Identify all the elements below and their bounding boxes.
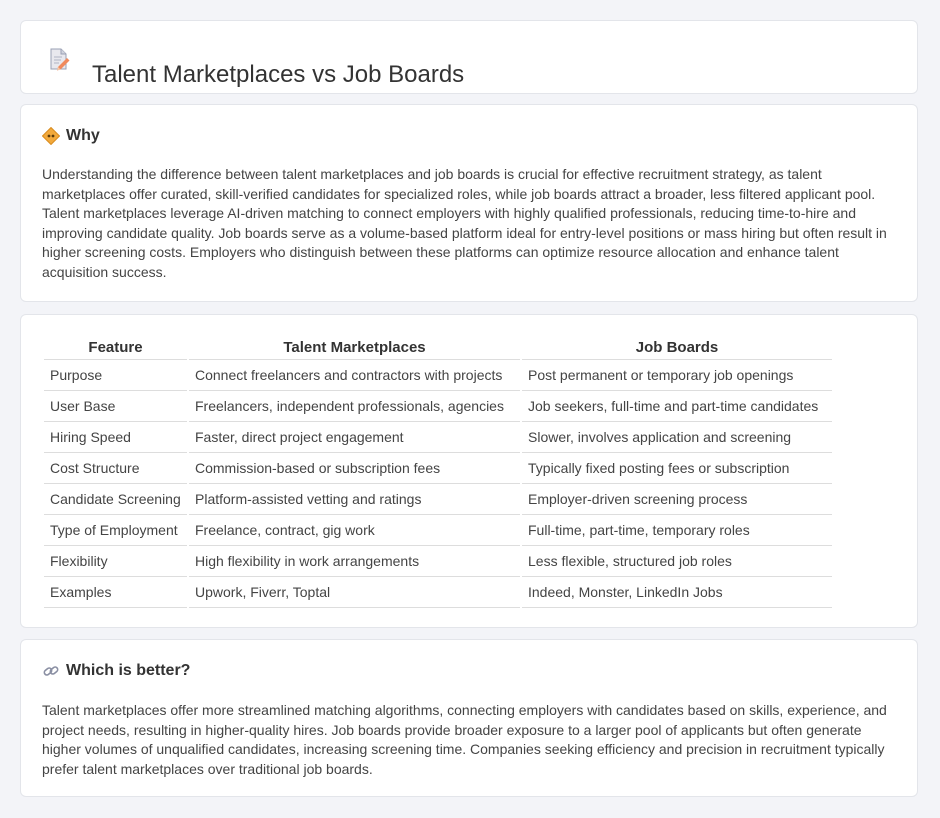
table-row	[44, 422, 832, 453]
table-cell: Purpose	[44, 360, 187, 391]
why-title: Why	[66, 127, 100, 144]
table-cell: Slower, involves application and screening	[522, 422, 832, 453]
table-cell: Connect freelancers and contractors with projects	[189, 360, 520, 391]
table-cell: Job seekers, full-time and part-time candidates	[522, 391, 832, 422]
table-row	[44, 360, 832, 391]
comparison-section	[20, 314, 918, 628]
document-pencil-icon	[47, 47, 71, 71]
header-talent-marketplaces: Talent Marketplaces	[189, 337, 520, 360]
table-row	[44, 453, 832, 484]
table-cell: Type of Employment	[44, 515, 187, 546]
header-card	[20, 20, 918, 94]
link-icon	[42, 662, 60, 680]
why-section	[20, 104, 918, 302]
table-cell: Commission-based or subscription fees	[189, 453, 520, 484]
table-header-row	[44, 337, 832, 360]
table-cell: Less flexible, structured job roles	[522, 546, 832, 577]
table-cell: Candidate Screening	[44, 484, 187, 515]
table-row	[44, 484, 832, 515]
diamond-sign-icon	[42, 127, 60, 145]
why-paragraph: Understanding the difference between talent marketplaces and job boards is crucial for effective recruitment strategy, as talent marketplaces offer curated, skill-verified candidates for specialized roles, while job boards attract a broader, less filtered applicant pool. Talent marketplaces leverage AI-driven matching to connect employers with highly qualified professionals, reducing time-to-hire and improving candidate quality. Job boards serve as a volume-based platform ideal for entry-level positions or mass hiring but often result in higher screening costs. Employers who distinguish between these platforms can optimize resource allocation and enhance talent acquisition success.	[42, 166, 887, 280]
table-cell: Examples	[44, 577, 187, 608]
table-row	[44, 391, 832, 422]
table-cell: Faster, direct project engagement	[189, 422, 520, 453]
table-cell: Flexibility	[44, 546, 187, 577]
table-cell: User Base	[44, 391, 187, 422]
table-cell: Post permanent or temporary job openings	[522, 360, 832, 391]
page-title: Talent Marketplaces vs Job Boards	[92, 61, 465, 89]
table-cell: Hiring Speed	[44, 422, 187, 453]
table-cell: Freelance, contract, gig work	[189, 515, 520, 546]
comparison-table	[42, 337, 834, 608]
table-cell: Platform-assisted vetting and ratings	[189, 484, 520, 515]
table-cell: Indeed, Monster, LinkedIn Jobs	[522, 577, 832, 608]
better-paragraph: Talent marketplaces offer more streamlined matching algorithms, connecting employers with candidates based on skills, experience, and project needs, resulting in higher-quality hires. Job boards provide broader exposure to a larger pool of applicants but often generate higher volumes of unqualified candidates, increasing screening time. Companies seeking efficiency and precision in recruitment typically prefer talent marketplaces over traditional job boards.	[42, 702, 887, 777]
table-row	[44, 577, 832, 608]
table-cell: Typically fixed posting fees or subscription	[522, 453, 832, 484]
table-cell: Freelancers, independent professionals, agencies	[189, 391, 520, 422]
table-cell: Upwork, Fiverr, Toptal	[189, 577, 520, 608]
table-cell: Cost Structure	[44, 453, 187, 484]
table-row	[44, 515, 832, 546]
header-feature: Feature	[44, 337, 187, 360]
table-row	[44, 546, 832, 577]
header-job-boards: Job Boards	[522, 337, 832, 360]
better-title: Which is better?	[66, 662, 191, 679]
table-cell: High flexibility in work arrangements	[189, 546, 520, 577]
which-is-better-section	[20, 639, 918, 797]
table-cell: Employer-driven screening process	[522, 484, 832, 515]
table-cell: Full-time, part-time, temporary roles	[522, 515, 832, 546]
